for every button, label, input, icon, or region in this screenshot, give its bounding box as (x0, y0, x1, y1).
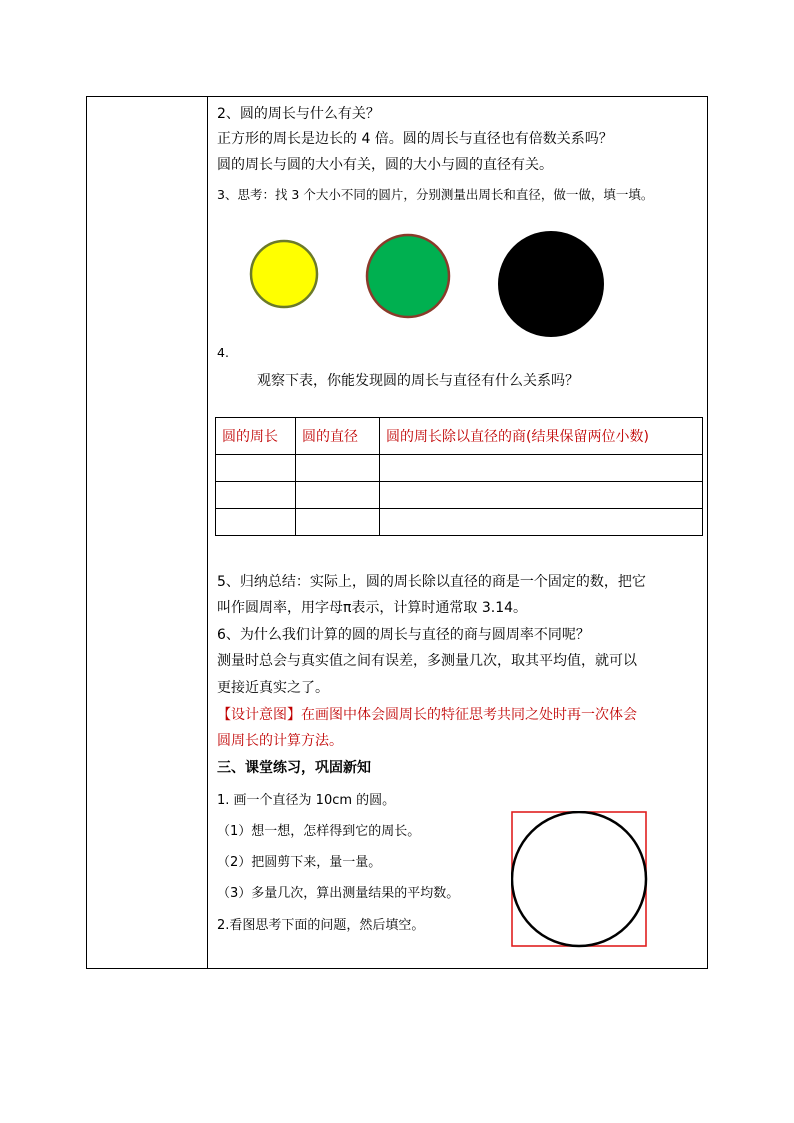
design-intent-text: 在画图中体会圆周长的特征思考共同之处时再一次体会 (301, 707, 637, 723)
table-cell[interactable] (380, 509, 703, 536)
header-diameter: 圆的直径 (302, 429, 358, 445)
table-row (216, 482, 703, 509)
small-yellow-circle (251, 241, 317, 307)
header-circumference: 圆的周长 (222, 429, 278, 445)
table-row (216, 455, 703, 482)
question-3: 3、思考：找 3 个大小不同的圆片，分别测量出周长和直径，做一做，填一填。 (217, 187, 654, 202)
exercise-2: 2.看图思考下面的问题，然后填空。 (217, 918, 425, 933)
header-quotient: 圆的周长除以直径的商(结果保留两位小数) (386, 429, 649, 445)
question-4: 4. (217, 345, 229, 360)
table-cell[interactable] (216, 509, 296, 536)
exercise-1-3: （3）多量几次，算出测量结果的平均数。 (217, 886, 460, 901)
large-black-circle (498, 231, 604, 337)
question-2-text: 正方形的周长是边长的 4 倍。圆的周长与直径也有倍数关系吗？ (217, 131, 613, 147)
measurement-table (215, 417, 703, 536)
exercise-1-2: （2）把圆剪下来，量一量。 (217, 855, 382, 870)
question-4-text: 观察下表，你能发现圆的周长与直径有什么关系吗？ (257, 373, 579, 389)
answer-6-line2: 更接近真实之了。 (217, 680, 329, 696)
table-cell[interactable] (296, 509, 380, 536)
table-header-row (216, 418, 703, 455)
question-2: 2、圆的周长与什么有关？ (217, 106, 380, 122)
table-cell[interactable] (216, 455, 296, 482)
summary-5-line1: 5、归纳总结：实际上，圆的周长除以直径的商是一个固定的数，把它 (217, 574, 646, 590)
column-divider (207, 97, 208, 968)
inscribed-circle-figure (511, 811, 649, 949)
answer-6-line1: 测量时总会与真实值之间有误差，多测量几次，取其平均值，就可以 (217, 653, 637, 669)
lesson-table (86, 96, 708, 969)
circles-illustration (247, 227, 617, 345)
design-intent-tag: 【设计意图】 (217, 707, 301, 723)
exercise-1: 1. 画一个直径为 10cm 的圆。 (217, 793, 396, 808)
section-3-heading: 三、课堂练习，巩固新知 (217, 760, 371, 776)
question-2-answer: 圆的周长与圆的大小有关，圆的大小与圆的直径有关。 (217, 157, 553, 173)
table-row (216, 509, 703, 536)
summary-5-line2: 叫作圆周率，用字母π表示，计算时通常取 3.14。 (217, 600, 528, 616)
table-cell[interactable] (216, 482, 296, 509)
table-cell[interactable] (296, 455, 380, 482)
medium-green-circle (367, 235, 449, 317)
table-cell[interactable] (380, 455, 703, 482)
design-intent (217, 704, 637, 724)
question-6: 6、为什么我们计算的圆的周长与直径的商与圆周率不同呢？ (217, 627, 590, 643)
table-cell[interactable] (296, 482, 380, 509)
design-intent-line2: 圆周长的计算方法。 (217, 733, 343, 749)
circle-outline (512, 812, 646, 946)
table-cell[interactable] (380, 482, 703, 509)
exercise-1-1: （1）想一想，怎样得到它的周长。 (217, 824, 421, 839)
